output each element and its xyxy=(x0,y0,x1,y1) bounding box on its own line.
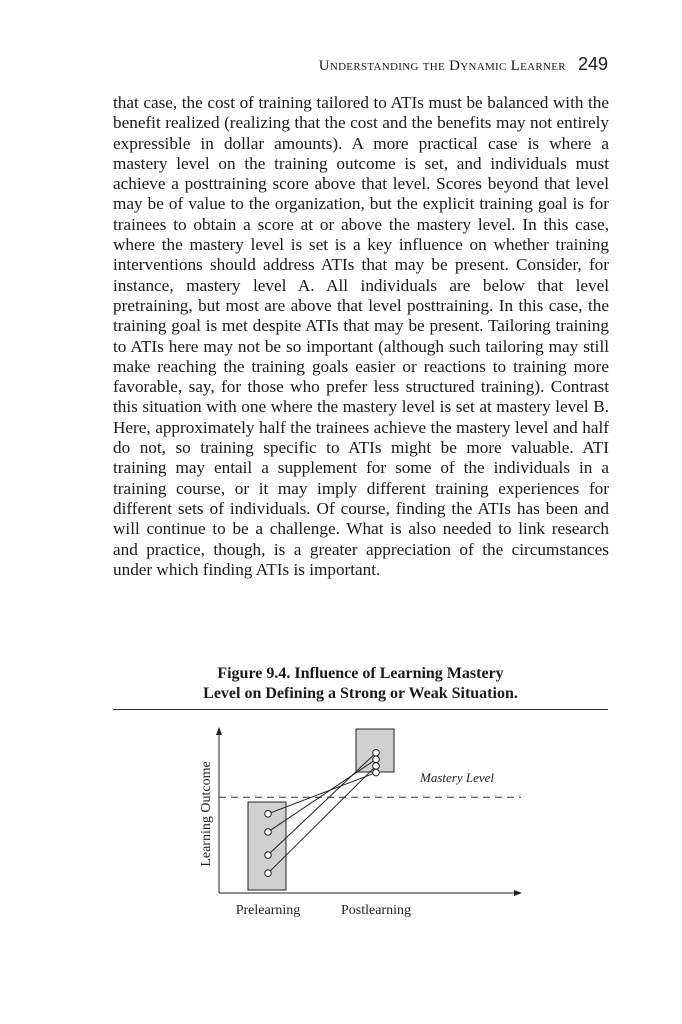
trainee-trajectory-line xyxy=(268,773,376,814)
mastery-level-label: Mastery Level xyxy=(420,770,495,785)
page-number: 249 xyxy=(577,54,608,74)
running-head-title: Understanding the Dynamic Learner xyxy=(318,58,566,74)
y-axis-label: Learning Outcome xyxy=(199,761,214,867)
postlearning-trainee-point xyxy=(373,749,380,756)
figure-caption-line-2: Level on Defining a Strong or Weak Situation. xyxy=(203,685,518,702)
postlearning-trainee-point xyxy=(373,769,380,776)
prelearning-trainee-point xyxy=(265,829,272,836)
body-paragraph: that case, the cost of training tailored to ATIs must be balanced with the benefit realized (realizing that the cost and the benefits may not entirely expressible in dollar amounts). A more practical case is where a mastery level on the training outcome is set, and individuals must achieve a posttraining score above that level. Scores beyond that level may be of value to the organization, but the explicit training goal is for trainees to obtain a score at or above the mastery level. In this case, where the mastery level is set is a key influence on whether training interventions should address ATIs that may be present. Consider, for instance, mastery level A. All individuals are below that level pretraining, but most are above that level posttraining. In this case, the training goal is met despite ATIs that may be present. Tailoring training to ATIs here may not be so important (although such tailoring may still make reaching the training goals easier or reactions to training more favorable, say, for those who prefer less structured training). Contrast this situation with one where the mastery level is set at mastery level B. Here, approximately half the trainees achieve the mastery level and half do not, so training specific to ATIs might be more valuable. ATI training may entail a supplement for some of the individuals in a training course, or it may imply different training experiences for different sets of individuals. Of course, finding the ATIs has been and will continue to be a challenge. What is also needed to link research and practice, though, is a greater appreciation of the circumstances under which finding ATIs is important. xyxy=(113,93,609,579)
x-label-prelearning: Prelearning xyxy=(235,903,301,918)
postlearning-trainee-point xyxy=(373,756,380,763)
trainee-trajectory-line xyxy=(268,759,376,832)
postlearning-trainee-point xyxy=(373,763,380,770)
x-label-postlearning: Postlearning xyxy=(341,903,411,918)
prelearning-trainee-point xyxy=(265,870,272,877)
figure-caption-line-1: Figure 9.4. Influence of Learning Mastery xyxy=(217,665,504,682)
prelearning-trainee-point xyxy=(265,811,272,818)
prelearning-trainee-point xyxy=(265,852,272,859)
